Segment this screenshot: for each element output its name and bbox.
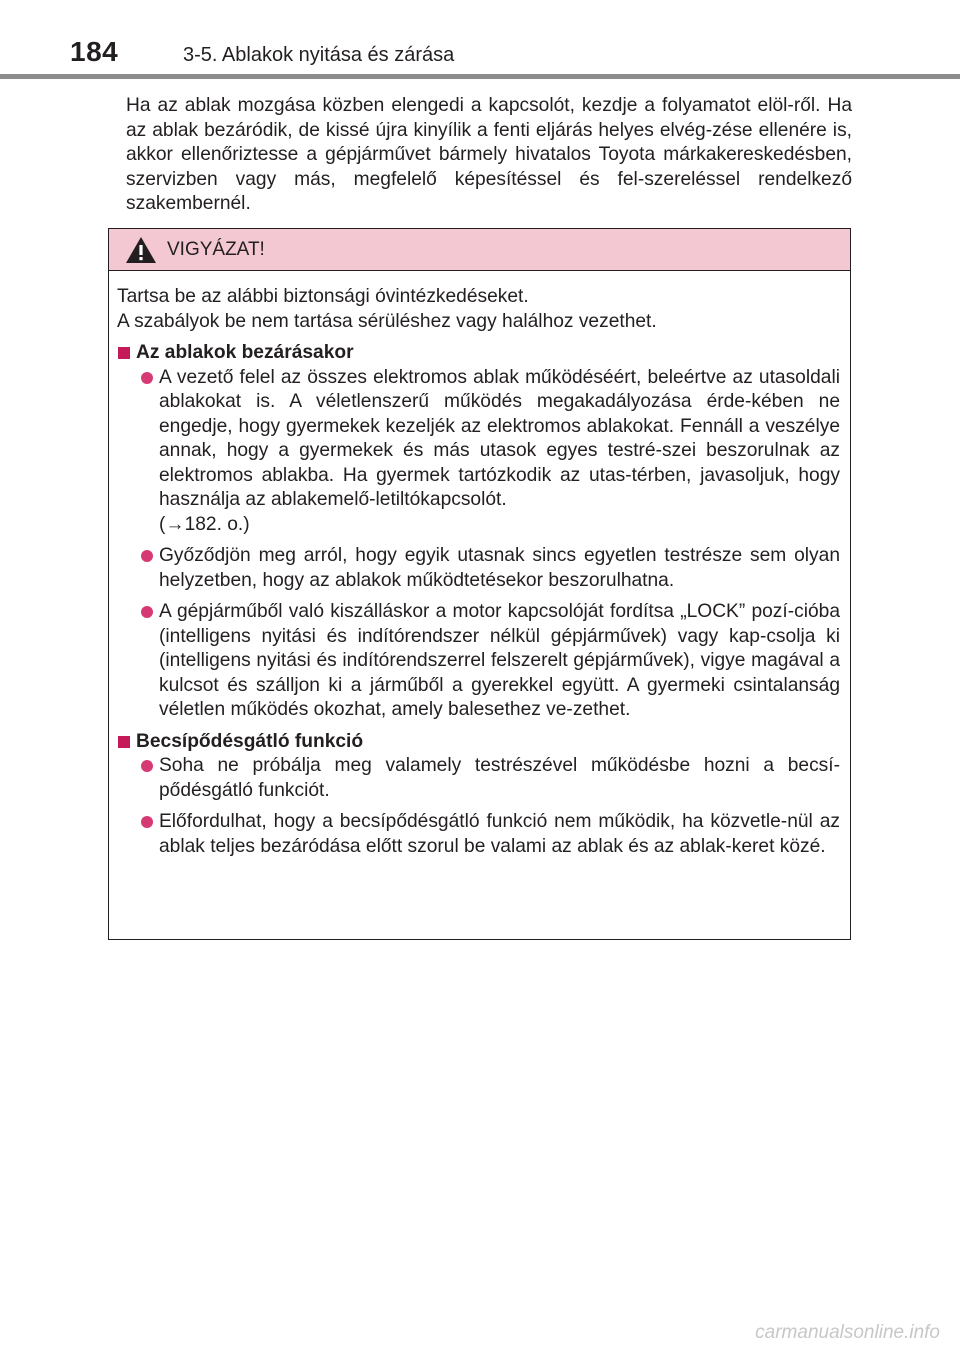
warning-lead-2: A szabályok be nem tartása sérüléshez vagy halálhoz vezethet.: [117, 310, 657, 332]
list-item: [117, 544, 840, 593]
page-number: 184: [70, 36, 119, 67]
warning-lead-1: Tartsa be az alábbi biztonsági óvintézkedéseket.: [117, 286, 529, 307]
page-reference: (→182. o.): [159, 513, 250, 535]
list-item: [117, 600, 840, 723]
header-rule: [0, 74, 960, 79]
square-bullet-icon: [118, 347, 130, 359]
circle-bullet-icon: [141, 606, 153, 618]
list-item-text: Győződjön meg arról, hogy egyik utasnak sincs egyetlen testrésze sem olyan helyzetben, hogy az ablakok működtetésekor beszorulhatna.: [159, 545, 840, 591]
watermark: carmanualsonline.info: [755, 1322, 940, 1343]
circle-bullet-icon: [141, 372, 153, 384]
warning-title: VIGYÁZAT!: [167, 239, 265, 260]
warning-header: [109, 229, 850, 271]
list-item-text: Előfordulhat, hogy a becsípődésgátló funkció nem működik, ha közvetle-nül az ablak teljes bezáródása előtt szorul be valami az ablak és az ablak-keret közé.: [159, 811, 840, 857]
warning-body: [109, 271, 850, 859]
intro-paragraph: Ha az ablak mozgása közben elengedi a kapcsolót, kezdje a folyamatot elöl-ről. Ha az ablak bezáródik, de kissé újra kinyílik a fenti eljárás helyes elvég-zése ellenére is, akkor ellenőriztesse a gépjárművet bármely hivatalos Toyota márkakereskedésben, szervizben vagy más, megfelelő képesítéssel és fel-szereléssel rendelkező szakembernél.: [126, 95, 852, 214]
list-item: [117, 754, 840, 803]
circle-bullet-icon: [141, 760, 153, 772]
page-header: [0, 0, 960, 78]
section-heading-text: Becsípődésgátló funkció: [136, 730, 364, 752]
section-heading: [117, 341, 840, 366]
circle-bullet-icon: [141, 816, 153, 828]
list-item-text: A vezető felel az összes elektromos ablak működéséért, beleértve az utasoldali ablakokat is. A véletlenszerű működés megakadályozása érde-kében ne engedje, hogy gyermekek kezeljék az elektromos ablakokat. Fennáll a veszélye annak, hogy a gyermekek és más utasok egyes testré-szei beszorulnak az elektromos ablakba. Ha gyermek tartózkodik az utas-térben, javasoljuk, hogy használja az ablakemelő-letiltókapcsolót.: [159, 366, 840, 510]
section-heading-text: Az ablakok bezárásakor: [136, 342, 354, 363]
warning-box: [108, 228, 851, 940]
section-heading: [117, 730, 840, 755]
section-title: 3-5. Ablakok nyitása és zárása: [183, 44, 455, 66]
square-bullet-icon: [118, 736, 130, 748]
list-item-text: A gépjárműből való kiszálláskor a motor kapcsolóját fordítsa „LOCK” pozí-cióba (intelligens nyitási és indítórendszer nélkül gépjárművek) vagy kap-csolja ki (intelligens nyitási és indítórendszerrel felszerelt gépjárművek), vigye magával a kulcsot és szálljon ki a járműből a gyerekkel együtt. A gyermeki csintalanság véletlen működés okozhat, amely balesethez ve-zethet.: [159, 601, 840, 720]
list-item-text: Soha ne próbálja meg valamely testrészével működésbe hozni a becsí-pődésgátló funkciót.: [159, 755, 840, 801]
list-item: [117, 810, 840, 859]
warning-triangle-icon: [125, 236, 157, 264]
circle-bullet-icon: [141, 550, 153, 562]
list-item: [117, 366, 840, 538]
